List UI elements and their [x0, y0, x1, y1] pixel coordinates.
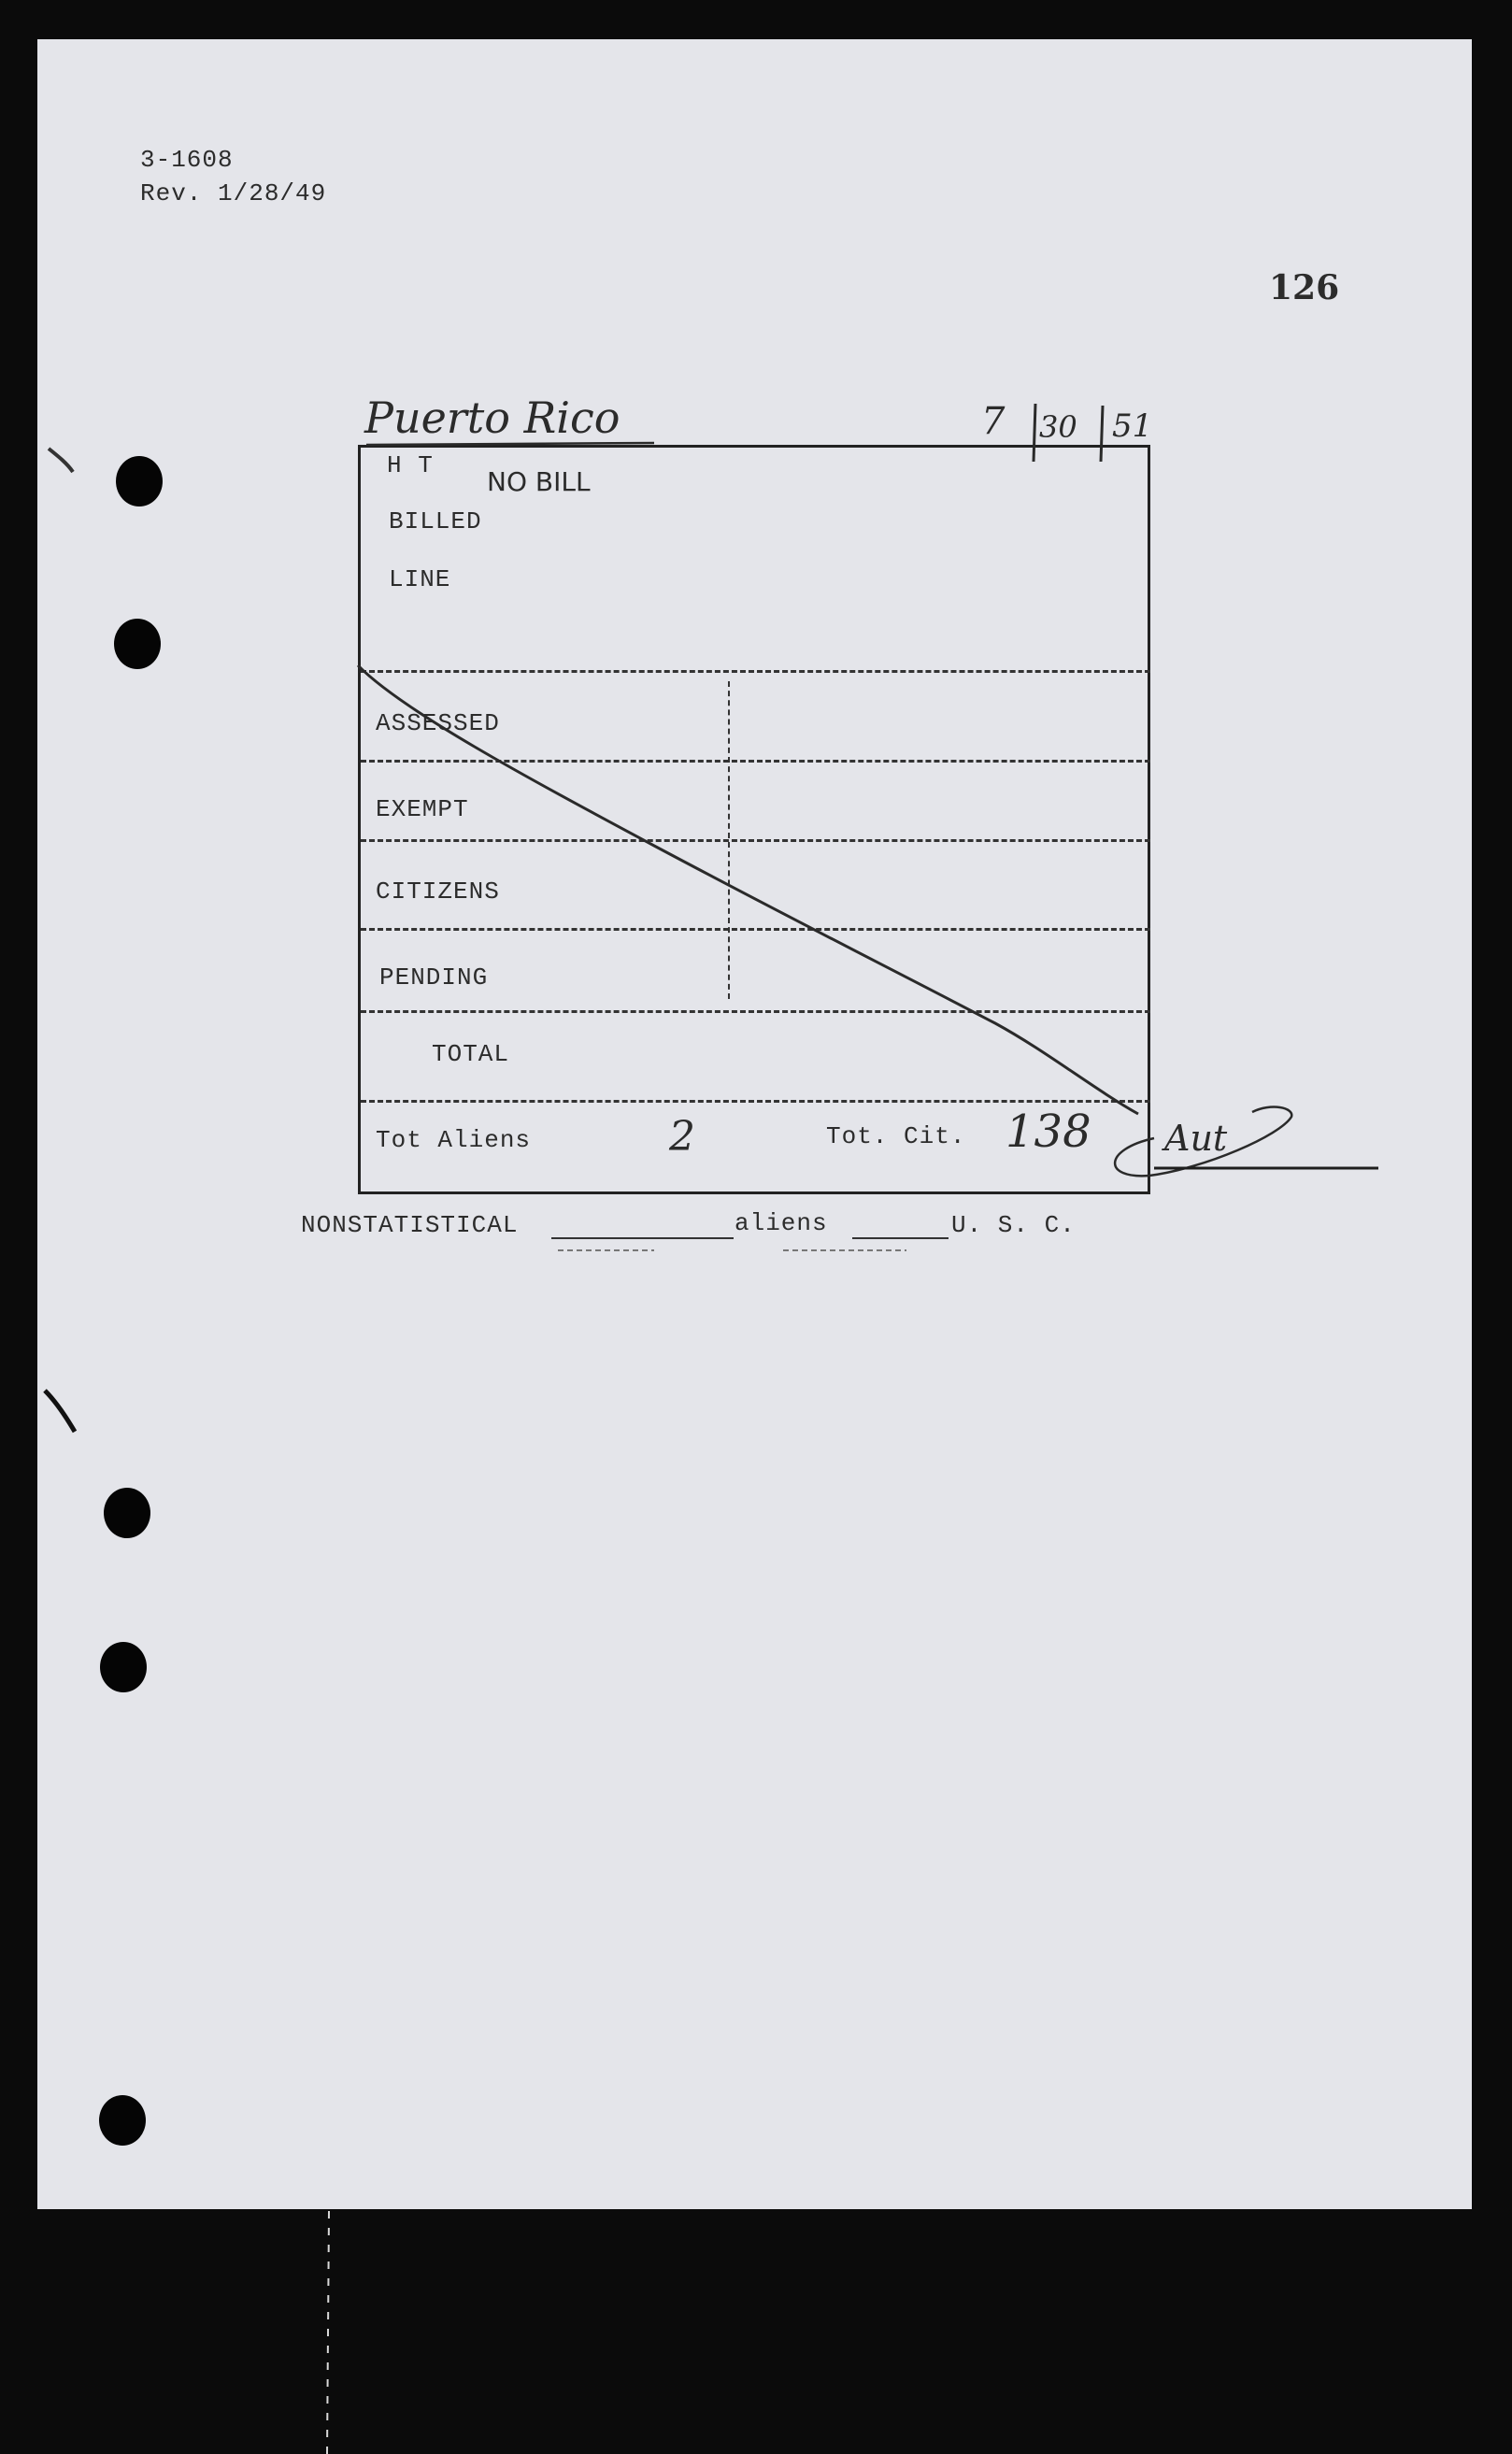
divider: [361, 839, 1150, 842]
tot-aliens-label: Tot Aliens: [376, 1126, 532, 1154]
punch-hole: [100, 1642, 147, 1692]
label-billed: BILLED: [389, 507, 482, 535]
punch-hole: [116, 456, 163, 506]
aliens-label: aliens: [735, 1209, 828, 1237]
label-line: LINE: [389, 565, 451, 593]
column-divider: [728, 681, 730, 999]
row-assessed: ASSESSED: [376, 709, 500, 737]
tally-form-box: [358, 445, 1150, 1194]
tot-cit-value: 138: [1006, 1106, 1091, 1158]
no-bill-stamp: NO BILL: [487, 466, 591, 497]
row-pending: PENDING: [379, 963, 489, 992]
tot-aliens-value: 2: [669, 1113, 695, 1161]
handwritten-date-month: 7: [981, 400, 1006, 443]
row-citizens: CITIZENS: [376, 877, 500, 906]
divider: [361, 1010, 1150, 1013]
handwritten-date-day: 30: [1039, 409, 1077, 445]
punch-hole: [114, 619, 161, 669]
divider: [361, 928, 1150, 931]
handwritten-initials: Aut: [1164, 1118, 1228, 1159]
form-number: 3-1608: [140, 146, 234, 174]
handwritten-place: Puerto Rico: [364, 392, 620, 443]
nonstatistical-label: NONSTATISTICAL: [301, 1211, 519, 1239]
divider: [361, 1100, 1150, 1103]
divider: [361, 760, 1150, 763]
scan-edge: [327, 2211, 329, 2454]
usc-label: U. S. C.: [951, 1211, 1076, 1239]
page-number: 126: [1269, 268, 1340, 307]
form-revision: Rev. 1/28/49: [140, 179, 327, 207]
total-label: TOTAL: [432, 1040, 510, 1068]
handwritten-date-year: 51: [1112, 407, 1153, 445]
row-exempt: EXEMPT: [376, 795, 469, 823]
divider: [361, 670, 1150, 673]
tot-cit-label: Tot. Cit.: [826, 1122, 966, 1150]
label-ht: H T: [387, 451, 434, 479]
punch-hole: [104, 1488, 150, 1538]
punch-hole: [99, 2095, 146, 2146]
